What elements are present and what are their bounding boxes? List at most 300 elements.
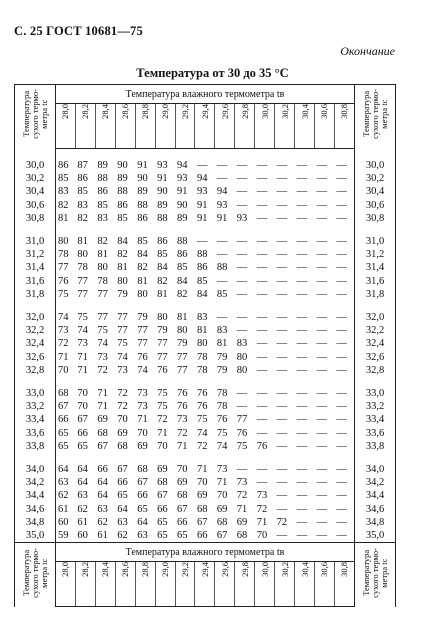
group-spacer: [15, 149, 396, 160]
table-row: [15, 275, 396, 288]
wet-temp-value: 30,6: [319, 562, 330, 578]
humidity-value: 71: [196, 464, 208, 476]
humidity-value: 59: [56, 529, 76, 543]
humidity-value: 71: [157, 427, 168, 439]
humidity-value: —: [316, 249, 327, 261]
humidity-value: —: [216, 160, 228, 171]
humidity-value: 94: [216, 186, 228, 198]
humidity-value: —: [295, 529, 315, 543]
humidity-value: —: [276, 212, 288, 224]
wet-temp-value: 29,4: [199, 104, 210, 119]
humidity-value: —: [196, 160, 208, 171]
humidity-value: —: [296, 477, 308, 489]
humidity-value: —: [296, 249, 308, 261]
dry-temp-right: 31,4: [355, 261, 396, 274]
humidity-value: 65: [155, 529, 175, 543]
humidity-value: —: [276, 351, 288, 363]
humidity-value: 88: [216, 262, 228, 274]
humidity-value: 68: [196, 503, 208, 515]
humidity-value: 72: [58, 338, 69, 350]
humidity-value: 71: [97, 401, 108, 413]
humidity-value: 70: [177, 464, 188, 476]
spacer-right: [355, 149, 396, 160]
humidity-value: 67: [58, 401, 69, 413]
dry-temp-left: 30,6: [15, 199, 56, 212]
humidity-value: 79: [137, 312, 148, 324]
humidity-value: 85: [117, 212, 128, 224]
humidity-value: 71: [58, 351, 69, 363]
humidity-value: 66: [97, 464, 108, 476]
humidity-value: 62: [58, 490, 69, 502]
wet-temp-value: 30,4: [299, 562, 310, 578]
humidity-value: —: [276, 312, 288, 324]
wet-temp-cell: [95, 104, 115, 149]
humidity-value: 79: [157, 325, 168, 337]
humidity-value: 74: [196, 427, 208, 439]
dry-temp-right: 34,0: [355, 463, 396, 476]
humidity-value: —: [216, 173, 228, 185]
dry-temp-left: 30,2: [15, 172, 56, 185]
humidity-value: 66: [157, 503, 168, 515]
humidity-value: 63: [135, 529, 155, 543]
dry-temp-right: 32,8: [355, 364, 396, 377]
humidity-value: 94: [177, 160, 188, 171]
humidity-value: 66: [195, 529, 215, 543]
humidity-value: —: [276, 199, 288, 211]
humidity-value: —: [336, 477, 347, 489]
humidity-value: —: [236, 160, 248, 171]
humidity-value: 85: [97, 199, 108, 211]
header-dry-header-left: [15, 85, 56, 149]
humidity-value: 89: [117, 173, 128, 185]
dry-temp-left: 33,0: [15, 387, 56, 400]
humidity-value: 82: [77, 212, 88, 224]
humidity-value: 74: [137, 364, 148, 376]
wet-temp-cell: [275, 104, 295, 149]
humidity-value: 73: [216, 464, 228, 476]
humidity-value: 69: [157, 464, 168, 476]
humidity-value: 72: [117, 388, 128, 400]
humidity-value: —: [336, 364, 347, 376]
humidity-value: —: [296, 503, 308, 515]
humidity-value: 71: [177, 440, 188, 452]
humidity-value: 72: [196, 440, 208, 452]
humidity-table-container: [14, 84, 396, 607]
dry-temp-header-text: Температура сухого термо- метра tс: [20, 547, 49, 598]
humidity-value: —: [256, 160, 268, 171]
dry-temp-left: 33,4: [15, 413, 56, 426]
humidity-value: —: [236, 275, 248, 287]
humidity-value: 73: [137, 401, 148, 413]
humidity-value: —: [336, 464, 347, 476]
humidity-value: 77: [117, 325, 128, 337]
humidity-value: —: [336, 427, 347, 439]
table-row: [15, 364, 396, 377]
humidity-value: 66: [137, 490, 148, 502]
spacer-middle: [56, 301, 355, 311]
humidity-value: —: [336, 275, 347, 287]
humidity-value: 75: [117, 338, 128, 350]
humidity-value: 77: [117, 312, 128, 324]
humidity-value: 76: [177, 388, 188, 400]
dry-temp-left: 35,0: [15, 529, 56, 543]
humidity-value: 77: [137, 325, 148, 337]
humidity-value: —: [316, 212, 327, 224]
humidity-value: 72: [177, 427, 188, 439]
wet-temp-value: 28,6: [120, 104, 131, 119]
humidity-value: 66: [117, 477, 128, 489]
wet-temp-cell: [175, 562, 195, 607]
dry-temp-right: 33,2: [355, 400, 396, 413]
humidity-value: —: [336, 325, 347, 337]
spacer-middle: [56, 377, 355, 387]
humidity-value: 73: [236, 477, 248, 489]
humidity-value: 67: [196, 516, 208, 528]
dry-temp-right: 34,6: [355, 503, 396, 516]
table-row: [15, 159, 396, 172]
humidity-value: 81: [157, 288, 168, 300]
footer-label-row: [15, 543, 396, 562]
humidity-value: 68: [58, 388, 69, 400]
dry-temp-left: 32,6: [15, 351, 56, 364]
humidity-value: —: [336, 351, 347, 363]
humidity-value: —: [336, 414, 347, 426]
humidity-value: 78: [77, 262, 88, 274]
wet-temp-value: 29,6: [219, 562, 230, 578]
humidity-value: —: [276, 477, 288, 489]
dry-temp-left: 33,8: [15, 440, 56, 453]
humidity-value: 68: [235, 529, 255, 543]
humidity-value: 67: [137, 477, 148, 489]
humidity-value: 66: [77, 427, 88, 439]
dry-temp-left: 33,6: [15, 427, 56, 440]
humidity-value: 77: [137, 338, 148, 350]
humidity-value: 73: [58, 325, 69, 337]
humidity-value: —: [316, 199, 327, 211]
humidity-value: 76: [157, 364, 168, 376]
humidity-value: —: [336, 338, 347, 350]
humidity-value: 67: [215, 529, 235, 543]
group-spacer: [15, 453, 396, 463]
humidity-value: 75: [216, 427, 228, 439]
humidity-value: 69: [216, 503, 228, 515]
humidity-value: 63: [58, 477, 69, 489]
humidity-value: —: [276, 490, 288, 502]
humidity-value: 91: [177, 186, 188, 198]
humidity-value: 86: [137, 212, 148, 224]
wet-temp-cell: [75, 562, 95, 607]
humidity-value: 80: [58, 236, 69, 248]
humidity-value: 82: [157, 275, 168, 287]
wet-temp-cell: [175, 104, 195, 149]
spacer-middle: [56, 149, 355, 160]
humidity-value: —: [276, 338, 288, 350]
humidity-value: 77: [177, 351, 188, 363]
page-header: С. 25 ГОСТ 10681—75: [14, 24, 143, 38]
dry-temp-right: 33,0: [355, 387, 396, 400]
humidity-value: 71: [97, 388, 108, 400]
humidity-value: —: [336, 249, 347, 261]
humidity-value: 70: [137, 427, 148, 439]
humidity-value: —: [336, 401, 347, 413]
header-label-row: [15, 85, 396, 104]
humidity-value: —: [236, 249, 248, 261]
header-dry-header-right: [355, 85, 396, 149]
humidity-value: 79: [216, 364, 228, 376]
humidity-value: 72: [236, 490, 248, 502]
humidity-value: —: [336, 262, 347, 274]
humidity-value: 77: [157, 351, 168, 363]
dry-temp-left: 34,8: [15, 516, 56, 529]
humidity-value: —: [316, 262, 327, 274]
wet-temp-cell: [75, 104, 95, 149]
humidity-value: 85: [216, 288, 228, 300]
humidity-value: 90: [137, 173, 148, 185]
humidity-value: 84: [117, 236, 128, 248]
humidity-value: —: [296, 236, 308, 248]
humidity-value: —: [316, 401, 327, 413]
humidity-value: 93: [196, 186, 208, 198]
humidity-value: —: [196, 236, 208, 248]
humidity-value: 90: [117, 160, 128, 171]
wet-temp-cell: [215, 562, 235, 607]
wet-temp-value: 29,0: [160, 104, 171, 119]
humidity-value: —: [256, 312, 268, 324]
wet-temp-cell: [195, 104, 215, 149]
humidity-value: 70: [58, 364, 69, 376]
table-row: [15, 212, 396, 225]
table-row: [15, 400, 396, 413]
humidity-value: 78: [196, 351, 208, 363]
humidity-value: 73: [177, 414, 188, 426]
humidity-value: 82: [97, 236, 108, 248]
humidity-value: —: [276, 236, 288, 248]
humidity-value: —: [236, 401, 248, 413]
humidity-value: —: [316, 490, 327, 502]
humidity-value: 78: [196, 364, 208, 376]
humidity-value: —: [256, 236, 268, 248]
humidity-value: 71: [77, 351, 88, 363]
humidity-value: 76: [256, 440, 268, 452]
humidity-value: —: [334, 529, 354, 543]
wet-temp-value: 30,6: [319, 104, 330, 119]
wet-temp-cell: [56, 562, 76, 607]
table-row: [15, 337, 396, 350]
dry-temp-right: 31,6: [355, 275, 396, 288]
humidity-value: 64: [58, 464, 69, 476]
wet-temp-cell: [215, 104, 235, 149]
humidity-value: —: [256, 477, 268, 489]
humidity-value: 61: [58, 503, 69, 515]
humidity-value: —: [256, 275, 268, 287]
humidity-value: 88: [97, 173, 108, 185]
humidity-value: 81: [97, 249, 108, 261]
footer-wet-values-row: [15, 562, 396, 607]
humidity-value: 69: [117, 427, 128, 439]
humidity-value: —: [296, 199, 308, 211]
humidity-value: —: [336, 199, 347, 211]
humidity-value: 83: [77, 199, 88, 211]
humidity-value: 76: [196, 388, 208, 400]
wet-temp-value: 28,2: [80, 104, 91, 119]
humidity-value: —: [236, 388, 248, 400]
humidity-value: —: [316, 464, 327, 476]
humidity-value: 88: [177, 236, 188, 248]
dry-temp-right: 30,6: [355, 199, 396, 212]
footer-dry-header-left: [15, 543, 56, 607]
humidity-value: 80: [157, 312, 168, 324]
humidity-value: 82: [58, 199, 69, 211]
humidity-value: 81: [77, 236, 88, 248]
humidity-value: 85: [137, 236, 148, 248]
humidity-value: —: [296, 388, 308, 400]
humidity-value: 86: [157, 236, 168, 248]
humidity-value: 83: [216, 325, 228, 337]
wet-temp-value: 29,0: [160, 562, 171, 578]
wet-temp-value: 28,0: [60, 104, 71, 119]
humidity-value: 70: [77, 401, 88, 413]
dry-temp-right: 32,6: [355, 351, 396, 364]
humidity-value: 70: [255, 529, 275, 543]
humidity-value: 74: [77, 325, 88, 337]
wet-temp-value: 30,8: [339, 104, 350, 119]
humidity-value: —: [316, 414, 327, 426]
humidity-value: —: [276, 275, 288, 287]
table-row: [15, 288, 396, 301]
humidity-value: 64: [77, 477, 88, 489]
humidity-value: 90: [157, 186, 168, 198]
humidity-value: 73: [256, 490, 268, 502]
humidity-value: 77: [157, 338, 168, 350]
dry-temp-left: 34,2: [15, 476, 56, 489]
humidity-value: 73: [137, 388, 148, 400]
humidity-value: 75: [196, 414, 208, 426]
humidity-value: 80: [177, 325, 188, 337]
wet-temp-value: 28,6: [120, 562, 131, 578]
humidity-value: 63: [117, 516, 128, 528]
humidity-value: 63: [77, 490, 88, 502]
humidity-value: 82: [117, 249, 128, 261]
dry-temp-right: 31,2: [355, 248, 396, 261]
humidity-value: —: [296, 262, 308, 274]
dry-temp-right: 35,0: [355, 529, 396, 543]
humidity-value: 64: [117, 503, 128, 515]
humidity-value: 69: [97, 414, 108, 426]
wet-temp-header: Температура влажного термометра tв: [56, 85, 355, 104]
humidity-value: 73: [97, 351, 108, 363]
humidity-value: 71: [137, 414, 148, 426]
humidity-value: 85: [157, 249, 168, 261]
humidity-value: 78: [58, 249, 69, 261]
humidity-value: —: [316, 312, 327, 324]
humidity-value: —: [336, 440, 347, 452]
humidity-value: —: [316, 173, 327, 185]
humidity-value: 60: [75, 529, 95, 543]
humidity-value: —: [296, 440, 308, 452]
humidity-value: —: [256, 173, 268, 185]
wet-temp-cell: [275, 562, 295, 607]
humidity-value: 88: [196, 249, 208, 261]
humidity-value: 91: [157, 173, 168, 185]
humidity-value: —: [256, 414, 268, 426]
wet-temp-cell: [95, 562, 115, 607]
spacer-left: [15, 149, 56, 160]
humidity-value: 86: [97, 186, 108, 198]
humidity-value: —: [276, 503, 288, 515]
humidity-value: 80: [236, 364, 248, 376]
wet-temp-value: 30,2: [279, 104, 290, 119]
humidity-value: 73: [117, 364, 128, 376]
humidity-value: 61: [77, 516, 88, 528]
humidity-value: 70: [157, 440, 168, 452]
wet-temp-value: 30,0: [259, 562, 270, 578]
humidity-value: —: [276, 288, 288, 300]
wet-temp-value: 28,4: [100, 562, 111, 578]
humidity-value: —: [256, 325, 268, 337]
dry-temp-right: 32,0: [355, 311, 396, 324]
spacer-left: [15, 453, 56, 463]
humidity-value: —: [276, 186, 288, 198]
humidity-value: 76: [177, 401, 188, 413]
humidity-value: 86: [58, 160, 69, 171]
table-row: [15, 427, 396, 440]
humidity-value: 72: [256, 503, 268, 515]
dry-temp-left: 33,2: [15, 400, 56, 413]
humidity-value: —: [316, 275, 327, 287]
humidity-value: —: [336, 516, 347, 528]
humidity-value: 91: [196, 212, 208, 224]
humidity-value: 81: [216, 338, 228, 350]
humidity-value: —: [256, 186, 268, 198]
dry-temp-right: 30,8: [355, 212, 396, 225]
wet-temp-cell: [115, 562, 135, 607]
humidity-value: 75: [97, 325, 108, 337]
humidity-value: —: [276, 464, 288, 476]
wet-temp-cell: [135, 104, 155, 149]
humidity-value: —: [216, 275, 228, 287]
humidity-value: 84: [157, 262, 168, 274]
humidity-value: 77: [77, 275, 88, 287]
humidity-value: —: [296, 427, 308, 439]
humidity-value: —: [216, 236, 228, 248]
dry-temp-left: 30,4: [15, 185, 56, 198]
dry-temp-left: 34,4: [15, 489, 56, 502]
humidity-value: 93: [157, 160, 168, 171]
table-row: [15, 529, 396, 543]
humidity-value: —: [256, 212, 268, 224]
wet-temp-cell: [314, 562, 334, 607]
humidity-value: —: [316, 236, 327, 248]
dry-temp-left: 31,2: [15, 248, 56, 261]
humidity-value: —: [276, 401, 288, 413]
humidity-value: 78: [216, 388, 228, 400]
humidity-value: —: [296, 288, 308, 300]
humidity-value: —: [316, 516, 327, 528]
humidity-value: 79: [117, 288, 128, 300]
humidity-value: —: [336, 503, 347, 515]
humidity-value: —: [256, 262, 268, 274]
humidity-value: 77: [177, 364, 188, 376]
dry-temp-left: 31,0: [15, 235, 56, 248]
humidity-value: 83: [58, 186, 69, 198]
table-row: [15, 463, 396, 476]
table-row: [15, 440, 396, 453]
wet-temp-header: Температура влажного термометра tв: [56, 543, 355, 562]
humidity-value: 65: [77, 440, 88, 452]
humidity-value: 62: [97, 516, 108, 528]
humidity-value: 85: [177, 262, 188, 274]
dry-temp-left: 32,0: [15, 311, 56, 324]
